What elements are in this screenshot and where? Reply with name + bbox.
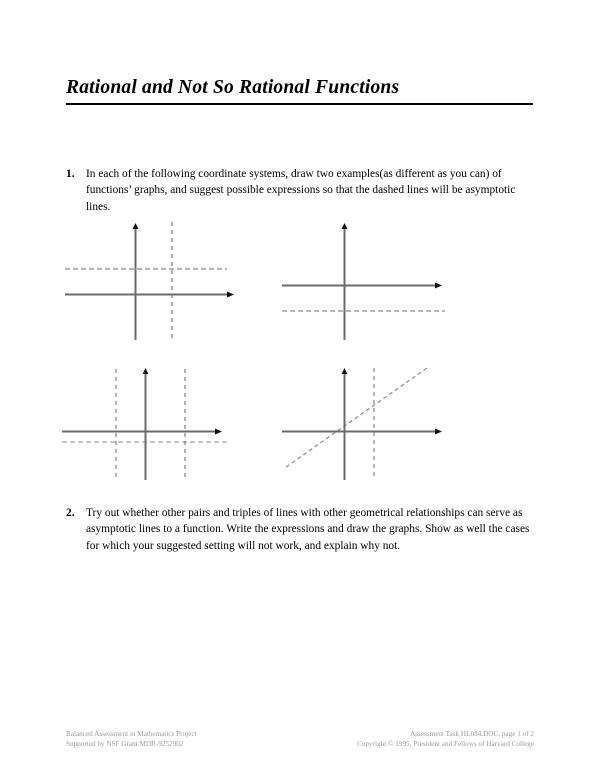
list-item-2-text: Try out whether other pairs and triples of lines with other geometrical relationships can serve as asymptotic lines to a function. Write the expressions and draw the graphs. Show as well the cases for which your suggested setting will not work, and explain why not.: [86, 507, 530, 552]
list-item-1: [66, 166, 534, 215]
x-axis-arrowhead-icon: [215, 429, 222, 435]
coordinate-system-2-figure: [282, 222, 462, 342]
x-axis-arrowhead-icon: [227, 292, 234, 298]
y-axis-arrowhead-icon: [342, 368, 348, 374]
page-footer: [66, 729, 534, 749]
list-item-1-text: In each of the following coordinate systems, draw two examples(as different as you can) of functions’ graphs, and suggest possible expressions so that the dashed lines will be asymptotic lines.: [86, 168, 516, 213]
coordinate-system-1: [62, 222, 242, 342]
list-item-2: [66, 505, 534, 554]
footer-task-id: Assessment Task HL084.DOC, page 1 of 2: [410, 730, 534, 738]
y-axis-arrowhead-icon: [143, 368, 149, 374]
page-title: Rational and Not So Rational Functions: [66, 77, 400, 98]
coordinate-system-3-figure: [62, 362, 242, 482]
coordinate-system-4-figure: [282, 362, 462, 482]
list-item-1-number: 1.: [66, 168, 75, 180]
coordinate-system-3: [62, 362, 242, 482]
footer-left-column: [66, 729, 197, 749]
list-item-2-number: 2.: [66, 507, 75, 519]
y-axis-arrowhead-icon: [133, 223, 139, 229]
y-axis-arrowhead-icon: [342, 223, 348, 229]
footer-copyright: Copyright © 1995, President and Fellows of Harvard College: [357, 740, 534, 749]
coordinate-system-4: [282, 362, 462, 482]
title-block: [66, 76, 533, 105]
x-axis-arrowhead-icon: [435, 429, 442, 435]
coordinate-system-1-figure: [62, 222, 242, 342]
coordinate-system-2: [282, 222, 462, 342]
title-underline-rule: [66, 103, 533, 105]
x-axis-arrowhead-icon: [435, 283, 442, 289]
footer-right-column: [357, 729, 534, 749]
oblique-asymptote-dashed-line: [286, 368, 427, 467]
footer-grant-info: Supported by NSF Grant MDR-9252902: [66, 740, 184, 749]
footer-project-name: Balanced Assessment in Mathematics Project: [66, 730, 197, 738]
